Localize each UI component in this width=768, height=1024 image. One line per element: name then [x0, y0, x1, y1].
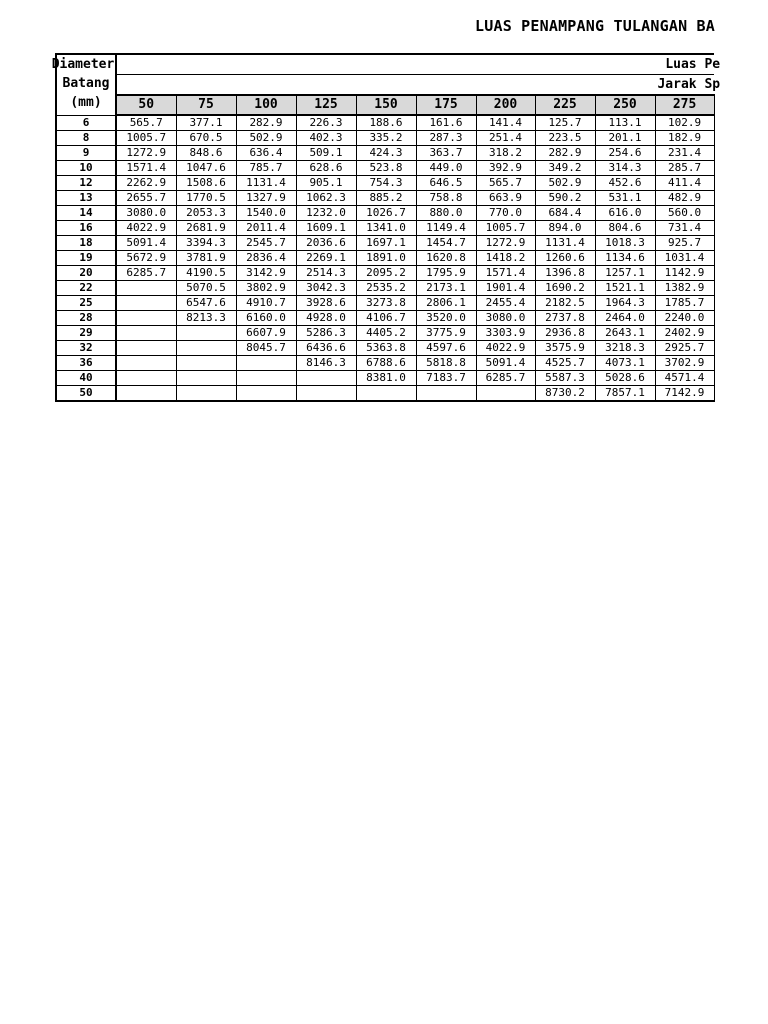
area-cell	[116, 326, 176, 341]
area-cell: 1005.7	[116, 131, 176, 146]
area-cell: 4928.0	[296, 311, 356, 326]
diameter-cell: 20	[56, 266, 116, 281]
table-row	[56, 311, 714, 326]
area-cell: 254.6	[595, 146, 655, 161]
area-cell: 565.7	[116, 115, 176, 131]
area-cell: 2535.2	[356, 281, 416, 296]
diameter-cell: 13	[56, 191, 116, 206]
area-cell: 925.7	[655, 236, 714, 251]
rebar-area-table-container	[51, 53, 721, 405]
area-cell: 628.6	[296, 161, 356, 176]
area-cell: 452.6	[595, 176, 655, 191]
area-cell	[176, 386, 236, 402]
area-cell: 1134.6	[595, 251, 655, 266]
area-cell	[296, 371, 356, 386]
batang-label: Batang	[62, 76, 110, 91]
area-cell: 363.7	[416, 146, 476, 161]
spacing-header-125: 125	[296, 95, 356, 115]
diameter-cell: 19	[56, 251, 116, 266]
area-cell: 616.0	[595, 206, 655, 221]
area-cell: 1142.9	[655, 266, 714, 281]
area-cell: 4525.7	[535, 356, 595, 371]
spacing-header-100: 100	[236, 95, 296, 115]
spacing-header-150: 150	[356, 95, 416, 115]
area-cell: 3781.9	[176, 251, 236, 266]
area-cell: 6607.9	[236, 326, 296, 341]
area-cell: 7142.9	[655, 386, 714, 402]
table-row	[56, 236, 714, 251]
area-cell: 2545.7	[236, 236, 296, 251]
area-cell: 6160.0	[236, 311, 296, 326]
area-cell	[116, 371, 176, 386]
table-row	[56, 326, 714, 341]
table-row	[56, 146, 714, 161]
table-row	[56, 251, 714, 266]
area-cell: 2836.4	[236, 251, 296, 266]
area-cell: 3575.9	[535, 341, 595, 356]
area-cell: 125.7	[535, 115, 595, 131]
area-cell	[116, 296, 176, 311]
area-cell: 2262.9	[116, 176, 176, 191]
area-cell: 5091.4	[476, 356, 535, 371]
area-cell: 848.6	[176, 146, 236, 161]
area-cell: 1327.9	[236, 191, 296, 206]
area-cell: 182.9	[655, 131, 714, 146]
area-cell: 231.4	[655, 146, 714, 161]
diameter-cell: 18	[56, 236, 116, 251]
area-cell: 8730.2	[535, 386, 595, 402]
area-cell: 3273.8	[356, 296, 416, 311]
area-cell: 785.7	[236, 161, 296, 176]
area-cell: 2936.8	[535, 326, 595, 341]
area-cell: 3702.9	[655, 356, 714, 371]
area-cell: 880.0	[416, 206, 476, 221]
table-row	[56, 281, 714, 296]
area-cell	[236, 371, 296, 386]
area-cell: 3080.0	[116, 206, 176, 221]
area-cell: 285.7	[655, 161, 714, 176]
area-cell: 161.6	[416, 115, 476, 131]
area-cell: 523.8	[356, 161, 416, 176]
area-cell: 1418.2	[476, 251, 535, 266]
area-cell	[236, 356, 296, 371]
area-cell: 4571.4	[655, 371, 714, 386]
diameter-label: Diameter	[51, 57, 115, 72]
diameter-cell: 36	[56, 356, 116, 371]
area-cell: 5363.8	[356, 341, 416, 356]
diameter-cell: 50	[56, 386, 116, 402]
area-cell: 1571.4	[476, 266, 535, 281]
area-cell	[176, 371, 236, 386]
area-cell: 377.1	[176, 115, 236, 131]
area-cell: 6285.7	[116, 266, 176, 281]
table-row	[56, 266, 714, 281]
area-cell: 1508.6	[176, 176, 236, 191]
area-cell: 1609.1	[296, 221, 356, 236]
area-cell: 3928.6	[296, 296, 356, 311]
area-cell: 349.2	[535, 161, 595, 176]
area-cell: 6285.7	[476, 371, 535, 386]
area-cell: 509.1	[296, 146, 356, 161]
table-row	[56, 206, 714, 221]
table-row	[56, 356, 714, 371]
area-cell: 1260.6	[535, 251, 595, 266]
area-cell: 1005.7	[476, 221, 535, 236]
area-cell: 2643.1	[595, 326, 655, 341]
area-cell: 684.4	[535, 206, 595, 221]
area-cell: 2036.6	[296, 236, 356, 251]
diameter-cell: 22	[56, 281, 116, 296]
area-cell: 5028.6	[595, 371, 655, 386]
area-cell: 590.2	[535, 191, 595, 206]
area-cell: 2681.9	[176, 221, 236, 236]
area-cell: 314.3	[595, 161, 655, 176]
area-cell: 3303.9	[476, 326, 535, 341]
area-cell: 113.1	[595, 115, 655, 131]
page-title: LUAS PENAMPANG TULANGAN BA	[475, 17, 715, 35]
spacing-header-250: 250	[595, 95, 655, 115]
area-cell: 1454.7	[416, 236, 476, 251]
table-row	[56, 341, 714, 356]
area-cell: 3775.9	[416, 326, 476, 341]
table-body	[56, 115, 714, 401]
area-cell: 1047.6	[176, 161, 236, 176]
table-row	[56, 386, 714, 402]
diameter-header-cell	[51, 54, 116, 115]
area-cell: 1026.7	[356, 206, 416, 221]
diameter-cell: 14	[56, 206, 116, 221]
spacing-header-200: 200	[476, 95, 535, 115]
area-cell: 1257.1	[595, 266, 655, 281]
area-cell: 1272.9	[116, 146, 176, 161]
area-cell: 2182.5	[535, 296, 595, 311]
area-cell: 1232.0	[296, 206, 356, 221]
area-cell: 770.0	[476, 206, 535, 221]
jarak-header-cell	[116, 75, 721, 96]
area-cell	[116, 341, 176, 356]
area-cell: 2925.7	[655, 341, 714, 356]
area-cell: 1785.7	[655, 296, 714, 311]
spacing-header-75: 75	[176, 95, 236, 115]
area-cell: 3042.3	[296, 281, 356, 296]
area-cell: 5587.3	[535, 371, 595, 386]
area-cell: 502.9	[236, 131, 296, 146]
area-cell: 2402.9	[655, 326, 714, 341]
diameter-cell: 25	[56, 296, 116, 311]
area-cell: 1149.4	[416, 221, 476, 236]
area-cell: 4022.9	[476, 341, 535, 356]
area-cell: 560.0	[655, 206, 714, 221]
area-cell: 646.5	[416, 176, 476, 191]
area-cell: 1571.4	[116, 161, 176, 176]
area-cell: 1131.4	[236, 176, 296, 191]
area-cell: 905.1	[296, 176, 356, 191]
area-cell: 4106.7	[356, 311, 416, 326]
area-cell: 1062.3	[296, 191, 356, 206]
area-cell: 2464.0	[595, 311, 655, 326]
area-cell	[116, 356, 176, 371]
diameter-cell: 29	[56, 326, 116, 341]
area-cell: 2269.1	[296, 251, 356, 266]
area-cell: 4022.9	[116, 221, 176, 236]
area-cell: 5070.5	[176, 281, 236, 296]
spacing-header-225: 225	[535, 95, 595, 115]
area-cell: 287.3	[416, 131, 476, 146]
table-row	[56, 161, 714, 176]
area-cell: 188.6	[356, 115, 416, 131]
area-cell: 663.9	[476, 191, 535, 206]
area-cell: 1131.4	[535, 236, 595, 251]
luas-label: Luas Pe	[665, 57, 721, 72]
diameter-cell: 12	[56, 176, 116, 191]
area-cell: 6436.6	[296, 341, 356, 356]
area-cell: 7183.7	[416, 371, 476, 386]
area-cell: 1697.1	[356, 236, 416, 251]
area-cell: 424.3	[356, 146, 416, 161]
area-cell: 2514.3	[296, 266, 356, 281]
area-cell: 804.6	[595, 221, 655, 236]
mm-label: (mm)	[70, 95, 102, 110]
area-cell	[476, 386, 535, 402]
area-cell	[416, 386, 476, 402]
area-cell: 449.0	[416, 161, 476, 176]
area-cell: 565.7	[476, 176, 535, 191]
area-cell: 1272.9	[476, 236, 535, 251]
diameter-cell: 6	[56, 115, 116, 131]
area-cell: 102.9	[655, 115, 714, 131]
spacing-header-50: 50	[116, 95, 176, 115]
area-cell	[116, 311, 176, 326]
area-cell: 1620.8	[416, 251, 476, 266]
area-cell: 251.4	[476, 131, 535, 146]
area-cell: 3080.0	[476, 311, 535, 326]
table-row	[56, 176, 714, 191]
area-cell	[116, 281, 176, 296]
area-cell: 226.3	[296, 115, 356, 131]
diameter-cell: 40	[56, 371, 116, 386]
area-cell: 1795.9	[416, 266, 476, 281]
table-row	[56, 371, 714, 386]
area-cell: 318.2	[476, 146, 535, 161]
area-cell: 5286.3	[296, 326, 356, 341]
area-cell: 3520.0	[416, 311, 476, 326]
diameter-cell: 32	[56, 341, 116, 356]
area-cell: 8213.3	[176, 311, 236, 326]
table-row	[56, 221, 714, 236]
area-cell: 1901.4	[476, 281, 535, 296]
area-cell: 201.1	[595, 131, 655, 146]
area-cell: 2655.7	[116, 191, 176, 206]
area-cell: 2011.4	[236, 221, 296, 236]
area-cell: 3142.9	[236, 266, 296, 281]
area-cell: 4405.2	[356, 326, 416, 341]
area-cell: 482.9	[655, 191, 714, 206]
area-cell	[176, 341, 236, 356]
area-cell: 1341.0	[356, 221, 416, 236]
diameter-cell: 16	[56, 221, 116, 236]
area-cell: 1031.4	[655, 251, 714, 266]
area-cell: 531.1	[595, 191, 655, 206]
spacing-header-275: 275	[655, 95, 714, 115]
table-row	[56, 115, 714, 131]
area-cell: 392.9	[476, 161, 535, 176]
area-cell: 5091.4	[116, 236, 176, 251]
area-cell: 282.9	[236, 115, 296, 131]
area-cell: 8045.7	[236, 341, 296, 356]
area-cell: 731.4	[655, 221, 714, 236]
luas-header-cell	[116, 54, 721, 75]
area-cell: 758.8	[416, 191, 476, 206]
area-cell: 2095.2	[356, 266, 416, 281]
area-cell: 1382.9	[655, 281, 714, 296]
area-cell: 2455.4	[476, 296, 535, 311]
area-cell: 4597.6	[416, 341, 476, 356]
area-cell: 1891.0	[356, 251, 416, 266]
area-cell: 5818.8	[416, 356, 476, 371]
area-cell: 3394.3	[176, 236, 236, 251]
area-cell: 223.5	[535, 131, 595, 146]
area-cell: 4190.5	[176, 266, 236, 281]
area-cell: 8381.0	[356, 371, 416, 386]
area-cell	[116, 386, 176, 402]
area-cell: 894.0	[535, 221, 595, 236]
rebar-area-table	[51, 53, 721, 402]
diameter-cell: 28	[56, 311, 116, 326]
area-cell: 1396.8	[535, 266, 595, 281]
area-cell: 1690.2	[535, 281, 595, 296]
table-row	[56, 296, 714, 311]
area-cell: 754.3	[356, 176, 416, 191]
spacing-header-175: 175	[416, 95, 476, 115]
area-cell: 2053.3	[176, 206, 236, 221]
area-cell: 282.9	[535, 146, 595, 161]
area-cell: 411.4	[655, 176, 714, 191]
area-cell	[356, 386, 416, 402]
area-cell: 1964.3	[595, 296, 655, 311]
area-cell	[176, 326, 236, 341]
area-cell: 2173.1	[416, 281, 476, 296]
spacing-header-row	[56, 95, 714, 115]
area-cell: 1018.3	[595, 236, 655, 251]
diameter-cell: 9	[56, 146, 116, 161]
area-cell: 1521.1	[595, 281, 655, 296]
area-cell: 502.9	[535, 176, 595, 191]
area-cell: 2737.8	[535, 311, 595, 326]
area-cell: 2806.1	[416, 296, 476, 311]
area-cell: 141.4	[476, 115, 535, 131]
diameter-cell: 10	[56, 161, 116, 176]
area-cell: 1540.0	[236, 206, 296, 221]
area-cell: 670.5	[176, 131, 236, 146]
area-cell: 6788.6	[356, 356, 416, 371]
area-cell: 3802.9	[236, 281, 296, 296]
area-cell: 5672.9	[116, 251, 176, 266]
area-cell: 7857.1	[595, 386, 655, 402]
area-cell: 335.2	[356, 131, 416, 146]
area-cell: 4910.7	[236, 296, 296, 311]
area-cell: 3218.3	[595, 341, 655, 356]
area-cell	[236, 386, 296, 402]
area-cell: 636.4	[236, 146, 296, 161]
area-cell: 2240.0	[655, 311, 714, 326]
diameter-cell: 8	[56, 131, 116, 146]
jarak-label: Jarak Sp	[657, 77, 721, 92]
table-row	[56, 131, 714, 146]
area-cell: 402.3	[296, 131, 356, 146]
table-row	[56, 191, 714, 206]
area-cell: 6547.6	[176, 296, 236, 311]
area-cell	[176, 356, 236, 371]
area-cell: 4073.1	[595, 356, 655, 371]
area-cell	[296, 386, 356, 402]
area-cell: 1770.5	[176, 191, 236, 206]
area-cell: 8146.3	[296, 356, 356, 371]
area-cell: 885.2	[356, 191, 416, 206]
